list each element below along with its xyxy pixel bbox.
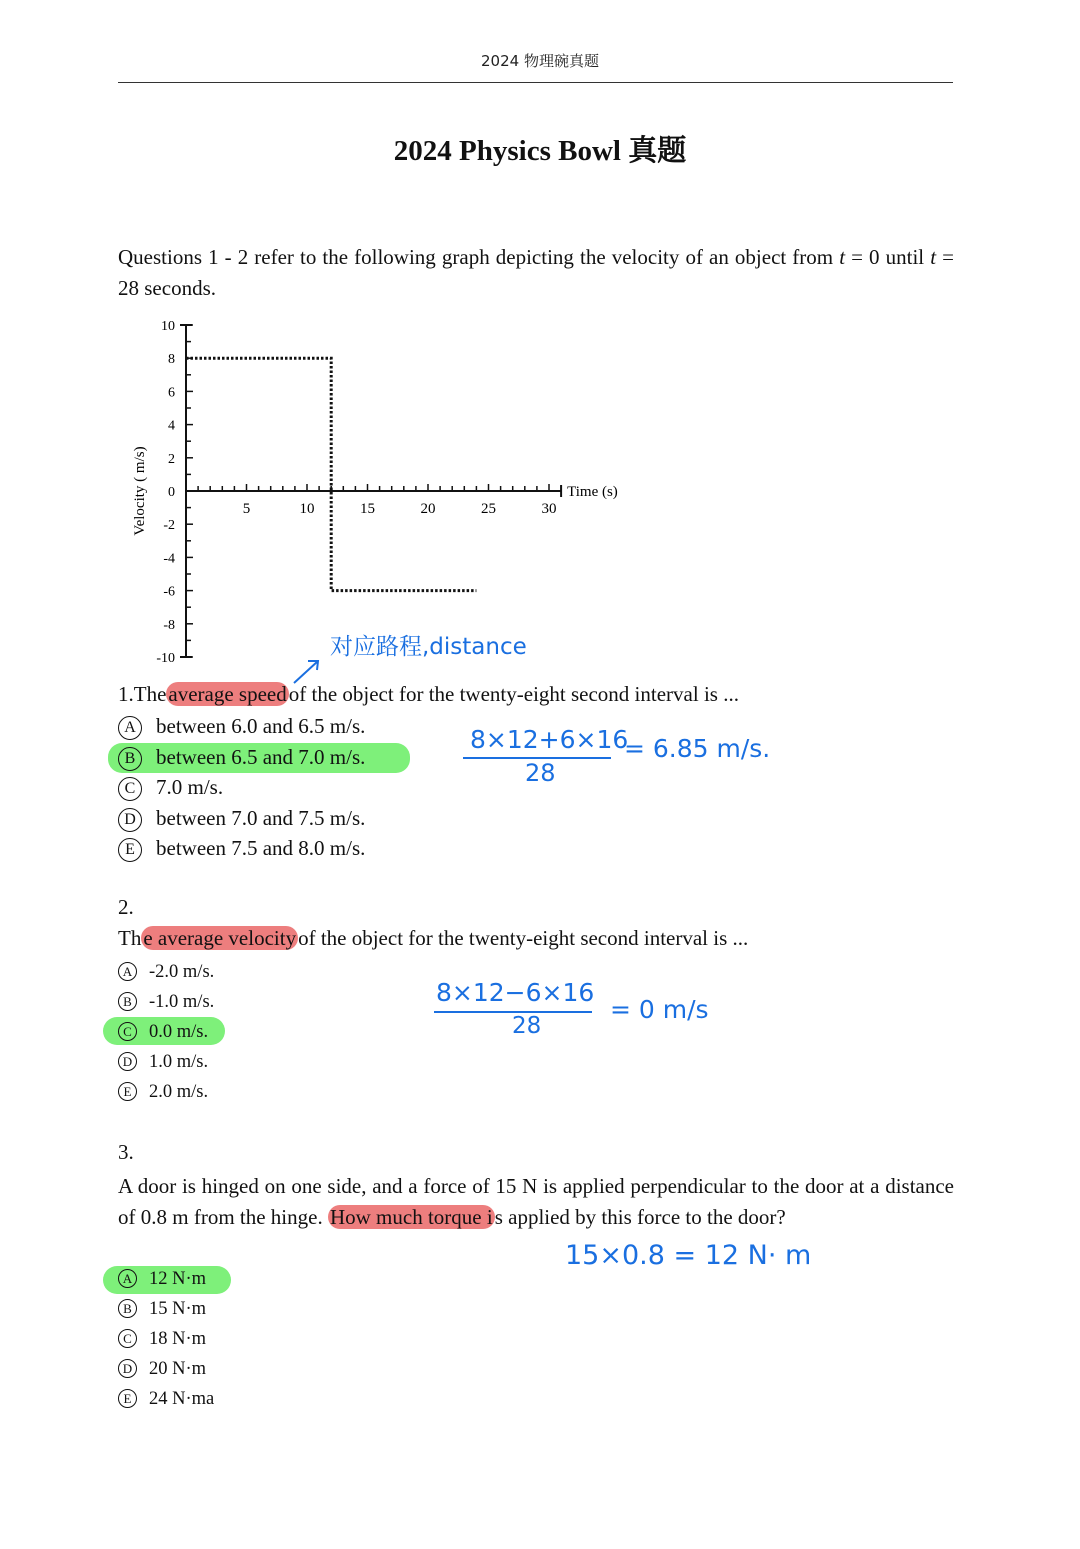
q1-prompt <box>118 682 739 707</box>
q3-highlight: How much torque i <box>329 1205 493 1229</box>
q2-work-denominator: 28 <box>512 1013 542 1039</box>
q3-option-e[interactable] <box>118 1389 214 1410</box>
q2-option-a[interactable] <box>118 962 214 983</box>
y-tick-label: 4 <box>168 418 175 434</box>
y-tick-label: -4 <box>163 551 175 567</box>
q2-prompt <box>118 926 748 951</box>
option-letter-b: B <box>118 747 142 771</box>
x-tick-label: 10 <box>299 501 315 517</box>
x-tick-label: 20 <box>420 501 436 517</box>
q1-arrow-icon <box>290 655 324 685</box>
option-letter-a: A <box>118 716 142 740</box>
option-text: 7.0 m/s. <box>156 775 224 799</box>
y-tick-label: 0 <box>168 485 175 500</box>
y-tick-label: -2 <box>163 518 175 534</box>
option-letter-a: A <box>118 1269 137 1288</box>
option-letter-b: B <box>118 992 137 1011</box>
q3-option-a[interactable] <box>118 1269 206 1290</box>
q1-option-c[interactable] <box>118 775 223 801</box>
option-text: 24 N·ma <box>149 1389 215 1409</box>
x-tick-label: 25 <box>481 501 496 517</box>
q2-suffix: of the object for the twenty-eight second interval is ... <box>298 926 749 950</box>
intro-text-3: = 28 seconds. <box>118 245 954 300</box>
option-text: between 6.5 and 7.0 m/s. <box>156 744 366 769</box>
option-letter-b: B <box>118 1299 137 1318</box>
q3-work: 15×0.8 = 12 N· m <box>565 1240 812 1271</box>
q2-option-c[interactable] <box>118 1022 208 1043</box>
q1-option-b[interactable] <box>118 745 365 771</box>
q2-highlight: e average velocity <box>143 926 297 950</box>
option-text: -2.0 m/s. <box>149 962 215 982</box>
q2-option-d[interactable] <box>118 1052 208 1073</box>
intro-text-2: = 0 until <box>845 245 931 269</box>
x-tick-label: 5 <box>242 501 251 517</box>
option-text: 2.0 m/s. <box>149 1082 209 1102</box>
page-title: 2024 Physics Bowl 真题 <box>393 135 687 167</box>
q1-work-denominator: 28 <box>525 759 556 787</box>
y-tick-label: 8 <box>168 352 175 368</box>
q1-option-d[interactable] <box>118 806 365 832</box>
option-letter-e: E <box>118 838 142 862</box>
q2-prefix: Th <box>118 926 142 950</box>
q1-suffix: of the object for the twenty-eight second interval is ... <box>288 682 739 706</box>
header-rule <box>118 82 953 83</box>
y-tick-label: -8 <box>163 617 175 633</box>
option-letter-d: D <box>118 1359 137 1378</box>
option-letter-d: D <box>118 1052 137 1071</box>
x-tick-label: 15 <box>360 501 375 517</box>
q3-number: 3. <box>118 1140 134 1164</box>
q3-option-b[interactable] <box>118 1299 206 1320</box>
intro-var-t2: t <box>930 245 937 269</box>
q2-work-numerator: 8×12−6×16 <box>436 978 595 1007</box>
q3-text-1: A door is hinged on one side, and a force of 15 N is applied perpendicular to the door at a distance of 0.8 m from the hinge. <box>118 1174 954 1229</box>
y-tick-label: -6 <box>163 584 175 600</box>
page-header: 2024 物理碗真题 <box>481 52 599 70</box>
y-tick-label: -10 <box>156 651 175 666</box>
x-axis-label: Time (s) <box>567 484 618 500</box>
option-text: 1.0 m/s. <box>149 1052 209 1072</box>
option-text: 12 N·m <box>149 1269 207 1289</box>
option-text: between 7.0 and 7.5 m/s. <box>156 805 366 830</box>
option-letter-e: E <box>118 1082 137 1101</box>
velocity-series-line <box>186 358 476 590</box>
intro-text-1: Questions 1 - 2 refer to the following graph depicting the velocity of an object from <box>118 245 840 269</box>
q1-highlight: average speed <box>168 682 287 706</box>
q2-option-b[interactable] <box>118 992 214 1013</box>
q3-option-c[interactable] <box>118 1329 206 1350</box>
q3-option-d[interactable] <box>118 1359 206 1380</box>
option-text: between 7.5 and 8.0 m/s. <box>156 836 366 860</box>
x-tick-label: 30 <box>541 501 557 517</box>
q2-number: 2. <box>118 895 134 919</box>
q2-option-e[interactable] <box>118 1082 208 1103</box>
q1-option-a[interactable] <box>118 714 365 740</box>
option-text: 20 N·m <box>149 1359 207 1379</box>
option-letter-a: A <box>118 962 137 981</box>
y-tick-label: 10 <box>161 319 175 334</box>
q1-option-e[interactable] <box>118 836 365 862</box>
option-letter-c: C <box>118 1329 137 1348</box>
option-letter-d: D <box>118 808 142 832</box>
option-text: between 6.0 and 6.5 m/s. <box>156 714 366 738</box>
q1-prefix: 1.The <box>118 682 167 706</box>
option-letter-e: E <box>118 1389 137 1408</box>
q2-work-result: = 0 m/s <box>610 995 709 1024</box>
velocity-time-chart <box>0 300 700 680</box>
option-letter-c: C <box>118 1022 137 1041</box>
y-tick-label: 2 <box>168 451 175 467</box>
q1-work-result: = 6.85 m/s. <box>624 734 771 763</box>
option-text: 15 N·m <box>149 1299 207 1319</box>
q1-work-numerator: 8×12+6×16 <box>470 725 629 754</box>
intro-paragraph <box>118 242 954 304</box>
y-axis-label: Velocity ( m/s) <box>132 446 148 536</box>
q1-note-top: 对应路程,distance <box>330 634 527 660</box>
intro-var-t: t <box>839 245 846 269</box>
option-text: -1.0 m/s. <box>149 992 215 1012</box>
option-text: 18 N·m <box>149 1329 207 1349</box>
q3-text-2: s applied by this force to the door? <box>494 1205 786 1229</box>
y-tick-label: 6 <box>168 385 175 401</box>
q3-prompt <box>118 1171 954 1233</box>
option-letter-c: C <box>118 777 142 801</box>
option-text: 0.0 m/s. <box>149 1022 209 1042</box>
